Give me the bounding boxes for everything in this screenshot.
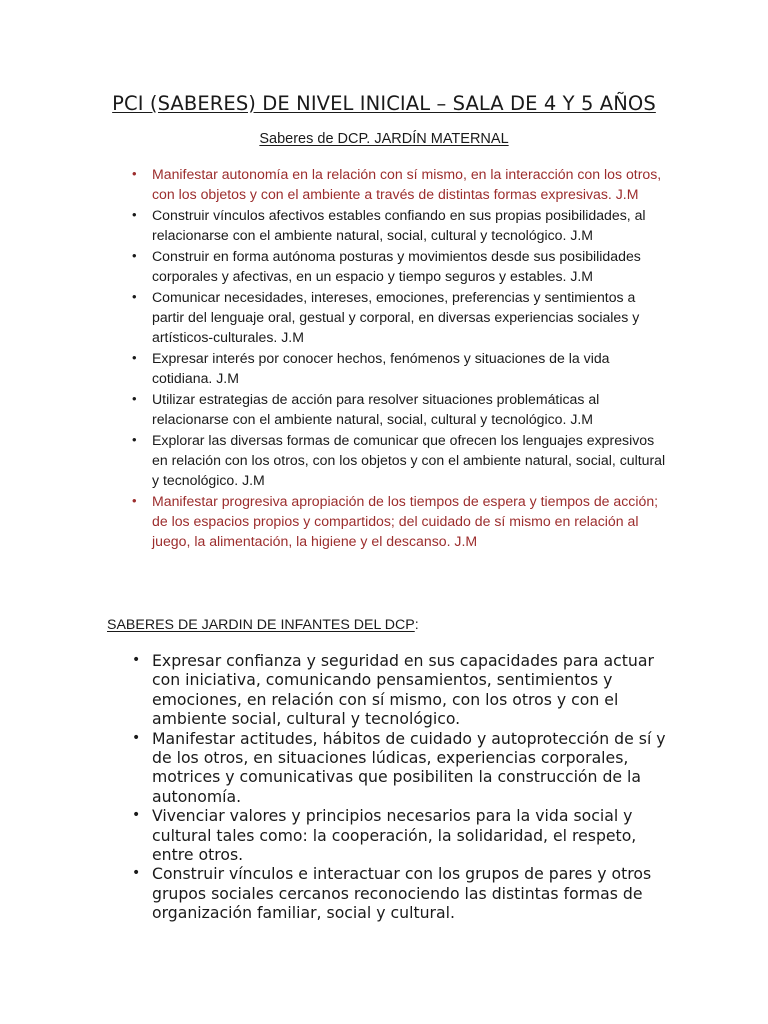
bullet-icon: •: [132, 729, 141, 746]
list-item: [130, 491, 670, 551]
bullet-icon: •: [132, 865, 141, 882]
section-heading-infantes: [107, 617, 419, 633]
bullet-icon: •: [132, 350, 137, 366]
list-item-text: Expresar confianza y seguridad en sus capacidades para actuar con iniciativa, comunicando pensamientos, sentimientos y emociones, en relación con sí mismo, con los otros y con el ambiente social, cultural y tecnológico.: [152, 651, 654, 729]
list-item-text: Construir vínculos afectivos estables confiando en sus propias posibilidades, al relacionarse con el ambiente natural, social, cultural y tecnológico. J.M: [152, 206, 646, 244]
list-item: [130, 430, 670, 490]
list-item-text: Expresar interés por conocer hechos, fenómenos y situaciones de la vida cotidiana. J.M: [152, 350, 610, 387]
page-subtitle: Saberes de DCP. JARDÍN MATERNAL: [259, 131, 509, 147]
maternal-saberes-list: [130, 164, 670, 552]
bullet-icon: •: [132, 493, 137, 509]
bullet-icon: •: [132, 206, 137, 222]
list-item-text: Vivenciar valores y principios necesarios para la vida social y cultural tales como: la cooperación, la solidaridad, el respeto, entre otros.: [152, 806, 637, 865]
list-item: [130, 806, 670, 864]
list-item: [130, 389, 670, 429]
list-item: [130, 348, 670, 388]
list-item: [130, 164, 670, 204]
bullet-icon: •: [132, 432, 137, 447]
list-item: [130, 864, 670, 922]
section-heading-colon: :: [414, 617, 419, 633]
list-item-text: Construir en forma autónoma posturas y movimientos desde sus posibilidades corporales y afectivas, en un espacio y tiempo seguros y estables. J.M: [152, 247, 641, 285]
list-item-text: Utilizar estrategias de acción para resolver situaciones problemáticas al relacionarse con el ambiente natural, social, cultural y tecnológico. J.M: [152, 391, 600, 428]
list-item-text: Explorar las diversas formas de comunicar que ofrecen los lenguajes expresivos en relación con los otros, con los objetos y con el ambiente natural, social, cultural y tecnológico. J.M: [152, 432, 666, 489]
list-item: [130, 651, 670, 729]
list-item-text: Manifestar progresiva apropiación de los tiempos de espera y tiempos de acción; de los espacios propios y compartidos; del cuidado de sí mismo en relación al juego, la alimentación, la higiene y el descanso. J.M: [152, 493, 659, 550]
list-item-text: Construir vínculos e interactuar con los grupos de pares y otros grupos sociales cercanos reconociendo las distintas formas de organización familiar, social y cultural.: [152, 864, 652, 923]
section-heading-text: SABERES DE JARDIN DE INFANTES DEL DCP: [107, 617, 415, 633]
list-item: [130, 246, 670, 286]
bullet-icon: •: [132, 288, 137, 304]
infantes-saberes-list: [130, 651, 670, 923]
list-item: [130, 205, 670, 245]
list-item: [130, 287, 670, 347]
bullet-icon: •: [132, 247, 137, 263]
bullet-icon: •: [132, 391, 137, 407]
bullet-icon: •: [132, 652, 141, 668]
bullet-icon: •: [132, 807, 141, 824]
bullet-icon: •: [132, 166, 137, 181]
list-item-text: Manifestar autonomía en la relación con sí mismo, en la interacción con los otros, con los objetos y con el ambiente a través de distintas formas expresivas. J.M: [152, 166, 662, 203]
list-item-text: Manifestar actitudes, hábitos de cuidado y autoprotección de sí y de los otros, en situaciones lúdicas, experiencias corporales, motrices y comunicativas que posibiliten la construcción de la autonomía.: [152, 728, 666, 806]
list-item-text: Comunicar necesidades, intereses, emociones, preferencias y sentimientos a partir del lenguaje oral, gestual y corporal, en diversas experiencias sociales y artísticos-culturales. J.M: [152, 288, 640, 346]
list-item: [130, 729, 670, 807]
page-title: PCI (SABERES) DE NIVEL INICIAL – SALA DE 4 Y 5 AÑOS: [112, 92, 656, 115]
